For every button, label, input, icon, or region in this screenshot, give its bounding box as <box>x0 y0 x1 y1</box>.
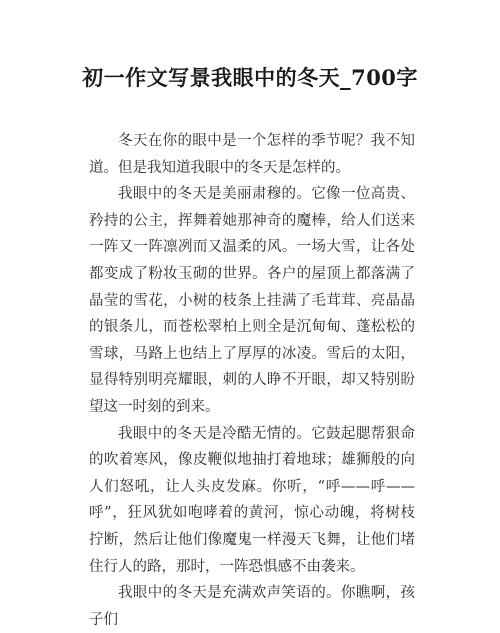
paragraph-4: 我眼中的冬天是充满欢声笑语的。你瞧啊，孩子们 <box>89 585 415 628</box>
paragraph-1: 冬天在你的眼中是一个怎样的季节呢？我不知道。但是我知道我眼中的冬天是怎样的。 <box>89 133 415 176</box>
paragraph-2: 我眼中的冬天是美丽肃穆的。它像一位高贵、矜持的公主，挥舞着她那神奇的魔棒，给人们送来一阵又一阵凛冽而又温柔的风。一场大雪，让各处都变成了粉妆玉砌的世界。各户的屋顶上都落满了晶莹的雪花，小树的枝条上挂满了毛茸茸、亮晶晶的银条儿，而苍松翠柏上则全是沉甸甸、蓬松松的雪球，马路上也结上了厚厚的冰凌。雪后的太阳，显得特别明亮耀眼，刺的人睁不开眼，却又特别盼望这一时刻的到来。 <box>89 186 415 415</box>
paragraph-3: 我眼中的冬天是冷酷无情的。它鼓起腮帮狠命的吹着寒风，像皮鞭似地抽打着地球；雄狮般的向人们怒吼，让人头皮发麻。你听，“呼——呼——呼”，狂风犹如咆哮着的黄河，惊心动魄，将树枝拧断，然后让他们像魔鬼一样漫天飞舞，让他们堵住行人的路，那时，一阵恐惧感不由袭来。 <box>89 425 415 575</box>
document-body <box>89 128 415 633</box>
document-title: 初一作文写景我眼中的冬天_700字 <box>82 65 418 90</box>
